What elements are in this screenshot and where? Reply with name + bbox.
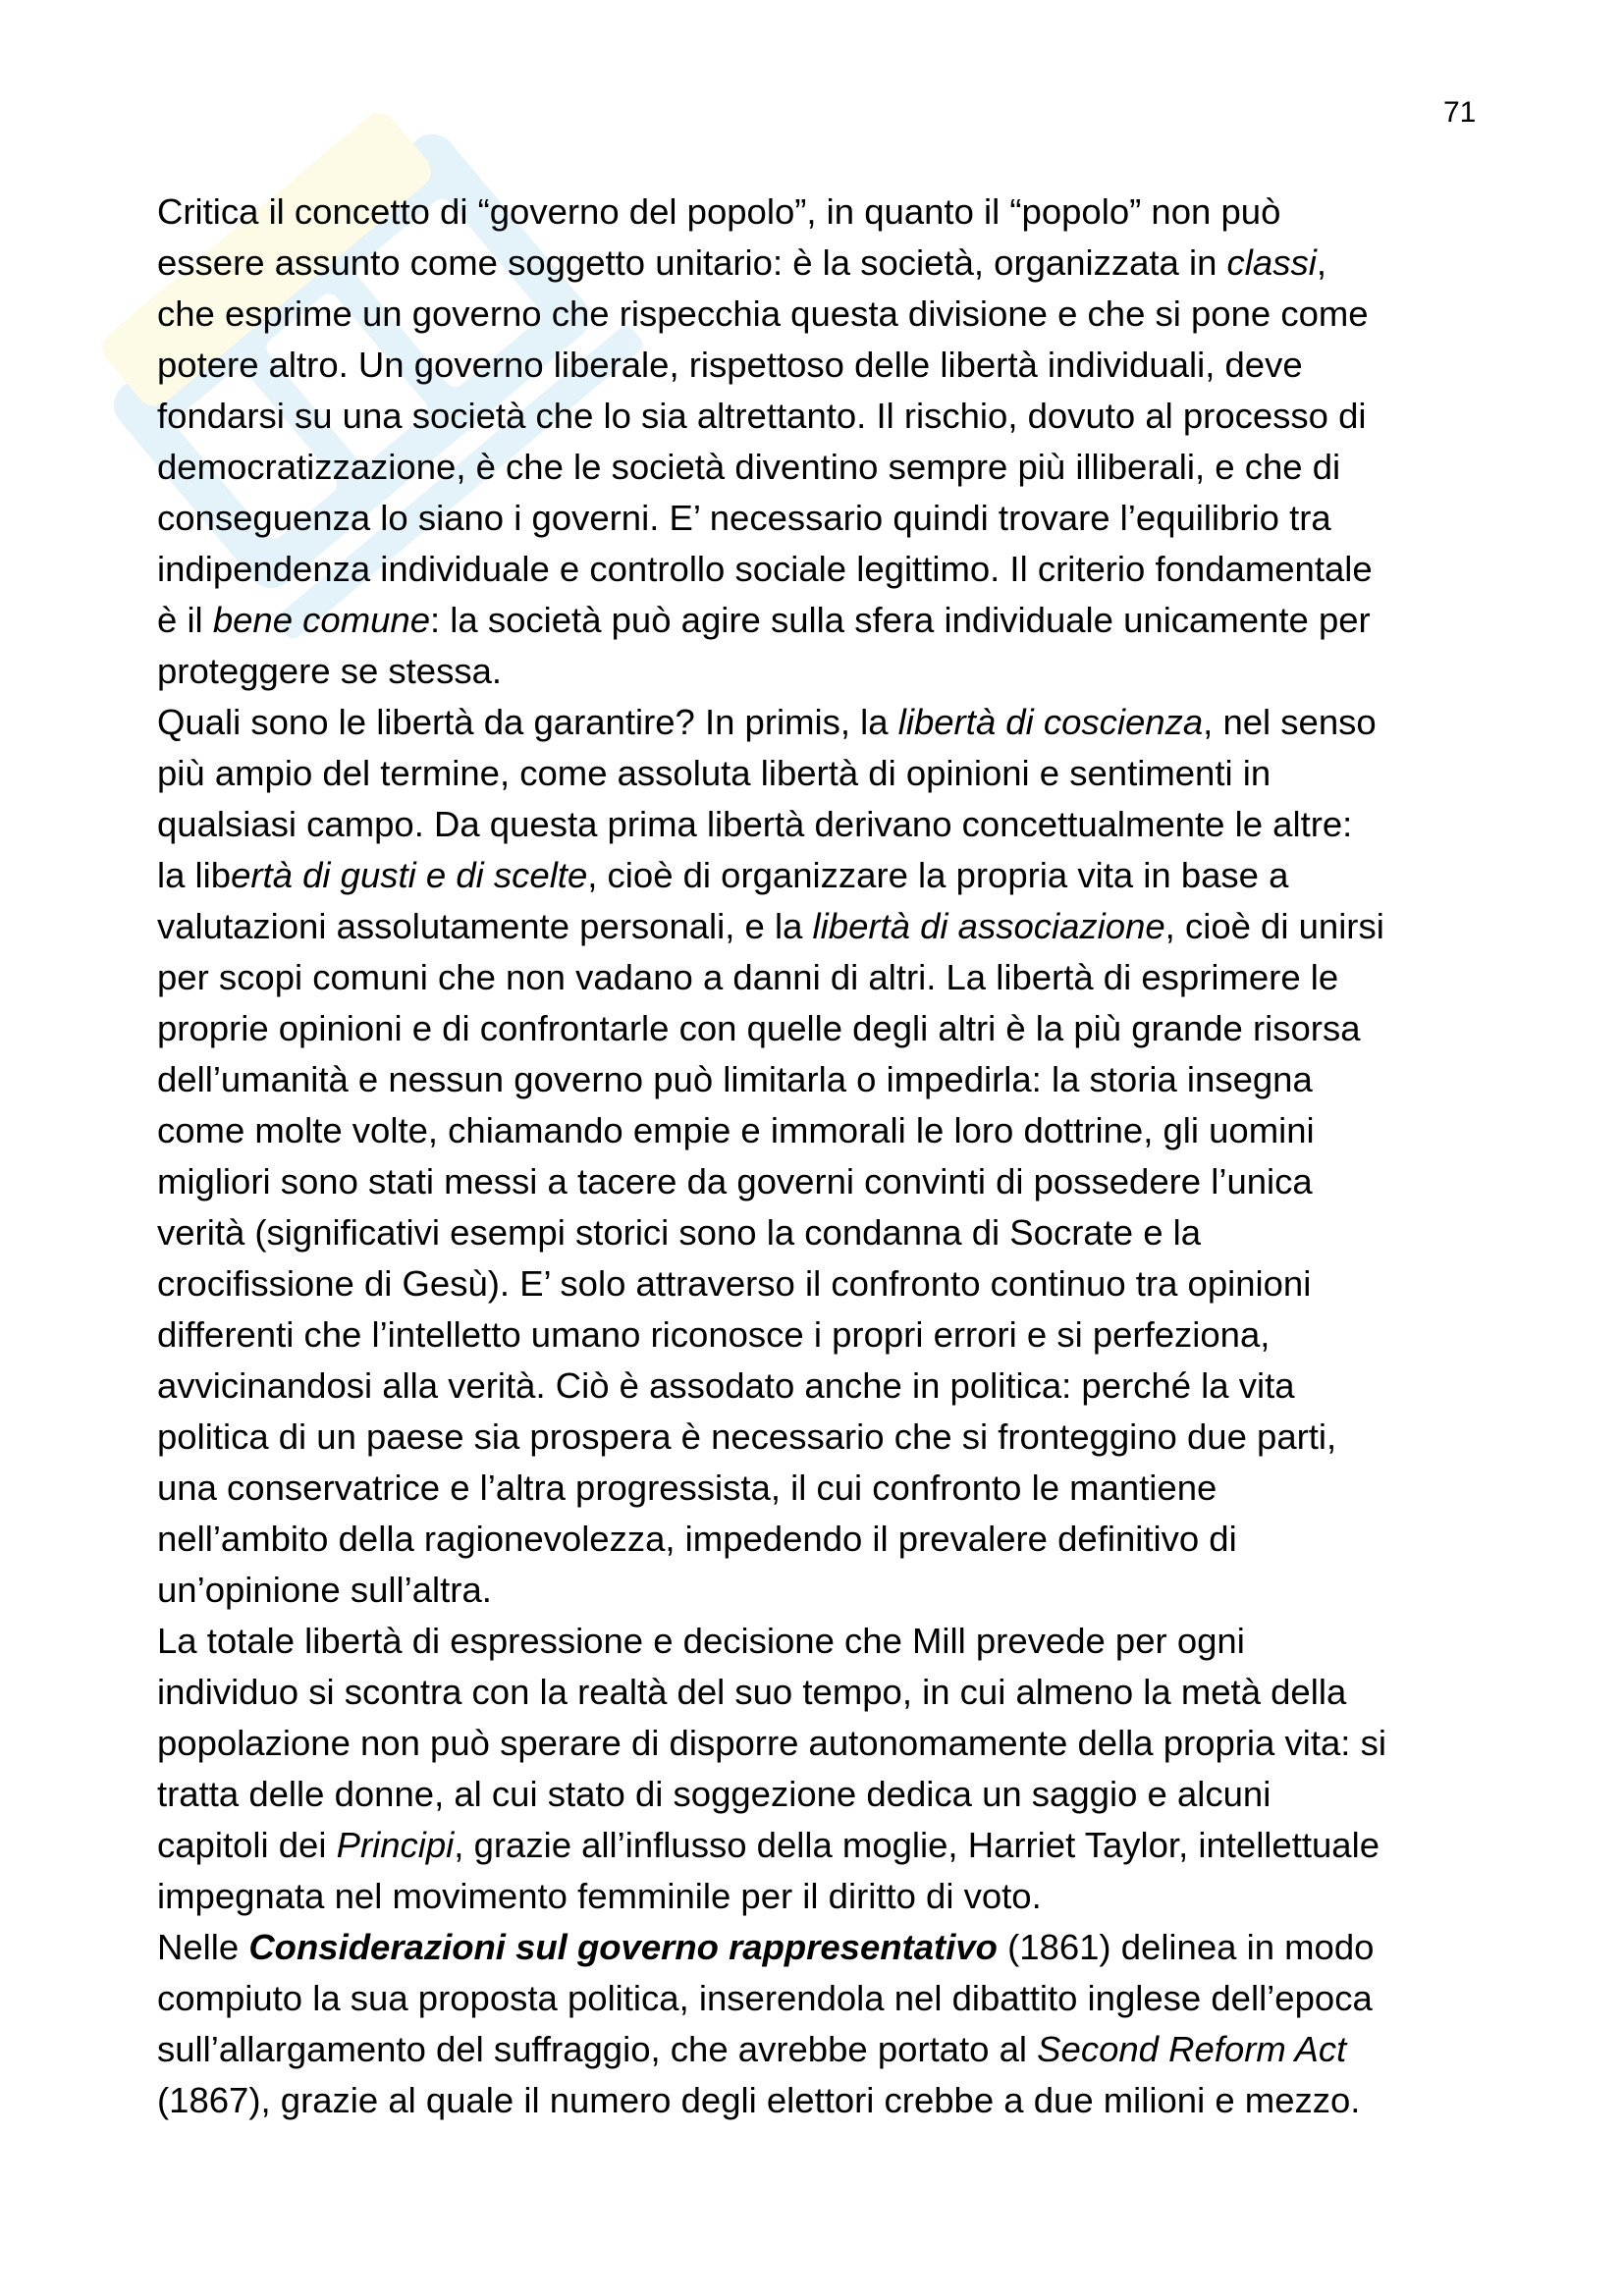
text-run: una conservatrice e l’altra progressista, il cui confronto le mantiene (157, 1468, 1217, 1508)
text-run: verità (significativi esempi storici sono la condanna di Socrate e la (157, 1212, 1202, 1253)
text-run: un’opinione sull’altra. (157, 1570, 492, 1610)
text-line (157, 544, 1492, 595)
text-run: potere altro. Un governo liberale, rispettoso delle libertà individuali, deve (157, 345, 1303, 385)
text-line (157, 442, 1492, 493)
text-run: Nelle (157, 1927, 249, 1967)
text-run: tratta delle donne, al cui stato di soggezione dedica un saggio e alcuni (157, 1774, 1271, 1814)
text-run: Quali sono le libertà da garantire? In primis, la (157, 702, 898, 742)
italic-term: Principi (336, 1825, 455, 1865)
text-run: più ampio del termine, come assoluta libertà di opinioni e sentimenti in (157, 753, 1271, 793)
text-line (157, 1616, 1492, 1667)
text-line (157, 1514, 1492, 1565)
text-line (157, 1922, 1492, 1973)
document-body (157, 187, 1492, 2126)
paragraph (157, 697, 1492, 1616)
text-line (157, 952, 1492, 1003)
text-run: come molte volte, chiamando empie e immorali le loro dottrine, gli uomini (157, 1110, 1315, 1150)
text-run: la lib (157, 855, 232, 895)
text-line (157, 646, 1492, 697)
text-line (157, 187, 1492, 238)
text-run: qualsiasi campo. Da questa prima libertà derivano concettualmente le altre: (157, 804, 1353, 844)
text-line (157, 1667, 1492, 1718)
text-run: crocifissione di Gesù). E’ solo attraverso il confronto continuo tra opinioni (157, 1263, 1312, 1304)
text-line (157, 1207, 1492, 1258)
text-line (157, 391, 1492, 442)
text-run: differenti che l’intelletto umano riconosce i propri errori e si perfeziona, (157, 1314, 1271, 1355)
text-run: che esprime un governo che rispecchia questa divisione e che si pone come (157, 294, 1369, 334)
paragraph (157, 1616, 1492, 1922)
text-line (157, 1820, 1492, 1871)
text-line (157, 1361, 1492, 1412)
text-run: è il (157, 600, 213, 640)
text-run: per scopi comuni che non vadano a danni di altri. La libertà di esprimere le (157, 957, 1339, 997)
text-line (157, 493, 1492, 544)
text-line (157, 1769, 1492, 1820)
text-run: proteggere se stessa. (157, 651, 503, 691)
text-run: , grazie all’influsso della moglie, Harriet Taylor, intellettuale (454, 1825, 1380, 1865)
text-run: popolazione non può sperare di disporre autonomamente della propria vita: si (157, 1723, 1386, 1763)
text-run: : la società può agire sulla sfera individuale unicamente per (430, 600, 1371, 640)
text-line (157, 1565, 1492, 1616)
text-run: capitoli dei (157, 1825, 337, 1865)
text-line (157, 1871, 1492, 1922)
italic-term: classi (1226, 242, 1317, 283)
text-run: , nel senso (1203, 702, 1377, 742)
page-number: 71 (1443, 96, 1477, 129)
text-run: La totale libertà di espressione e decisione che Mill prevede per ogni (157, 1621, 1245, 1661)
text-line (157, 595, 1492, 646)
paragraph (157, 187, 1492, 697)
text-line (157, 1054, 1492, 1105)
text-run: indipendenza individuale e controllo sociale legittimo. Il criterio fondamentale (157, 549, 1373, 589)
text-run: politica di un paese sia prospera è necessario che si fronteggino due parti, (157, 1416, 1337, 1457)
text-run: individuo si scontra con la realtà del suo tempo, in cui almeno la metà della (157, 1672, 1347, 1712)
text-line (157, 799, 1492, 850)
text-line (157, 238, 1492, 289)
text-line (157, 850, 1492, 901)
text-run: Critica il concetto di “governo del popolo”, in quanto il “popolo” non può (157, 191, 1281, 232)
text-run: proprie opinioni e di confrontarle con quelle degli altri è la più grande risorsa (157, 1008, 1361, 1048)
text-run: , cioè di organizzare la propria vita in base a (587, 855, 1289, 895)
text-run: migliori sono stati messi a tacere da governi convinti di possedere l’unica (157, 1161, 1313, 1201)
text-line (157, 1718, 1492, 1769)
text-line (157, 289, 1492, 340)
text-line (157, 1258, 1492, 1309)
text-run: (1861) delinea in modo (997, 1927, 1375, 1967)
text-line (157, 1003, 1492, 1054)
text-run: impegnata nel movimento femminile per il diritto di voto. (157, 1876, 1042, 1916)
paragraph (157, 1922, 1492, 2126)
text-run: compiuto la sua proposta politica, inserendola nel dibattito inglese dell’epoca (157, 1978, 1373, 2018)
italic-term: Second Reform Act (1037, 2029, 1347, 2069)
text-line (157, 748, 1492, 799)
text-run: fondarsi su una società che lo sia altrettanto. Il rischio, dovuto al processo di (157, 396, 1367, 436)
italic-term: bene comune (212, 600, 431, 640)
text-line (157, 697, 1492, 748)
text-line (157, 1105, 1492, 1156)
text-line (157, 1309, 1492, 1361)
text-run: sull’allargamento del suffraggio, che avrebbe portato al (157, 2029, 1038, 2069)
text-line (157, 2075, 1492, 2126)
text-line (157, 1412, 1492, 1463)
text-run: valutazioni assolutamente personali, e la (157, 906, 813, 946)
text-line (157, 2024, 1492, 2075)
text-run: dell’umanità e nessun governo può limitarla o impedirla: la storia insegna (157, 1059, 1313, 1099)
text-line (157, 340, 1492, 391)
text-line (157, 1156, 1492, 1207)
text-line (157, 901, 1492, 952)
italic-term: libertà di associazione (812, 906, 1165, 946)
bold-italic-title: Considerazioni sul governo rappresentativo (248, 1927, 998, 1967)
text-run: , cioè di unirsi (1164, 906, 1384, 946)
text-line (157, 1973, 1492, 2024)
text-run: (1867), grazie al quale il numero degli elettori crebbe a due milioni e mezzo. (157, 2080, 1361, 2120)
italic-term: ertà di gusti e di scelte (231, 855, 588, 895)
text-run: democratizzazione, è che le società diventino sempre più illiberali, e che di (157, 447, 1341, 487)
text-run: , (1316, 242, 1326, 283)
italic-term: libertà di coscienza (897, 702, 1204, 742)
text-line (157, 1463, 1492, 1514)
text-run: conseguenza lo siano i governi. E’ necessario quindi trovare l’equilibrio tra (157, 498, 1331, 538)
text-run: avvicinandosi alla verità. Ciò è assodato anche in politica: perché la vita (157, 1365, 1295, 1406)
text-run: nell’ambito della ragionevolezza, impedendo il prevalere definitivo di (157, 1519, 1237, 1559)
text-run: essere assunto come soggetto unitario: è la società, organizzata in (157, 242, 1227, 283)
